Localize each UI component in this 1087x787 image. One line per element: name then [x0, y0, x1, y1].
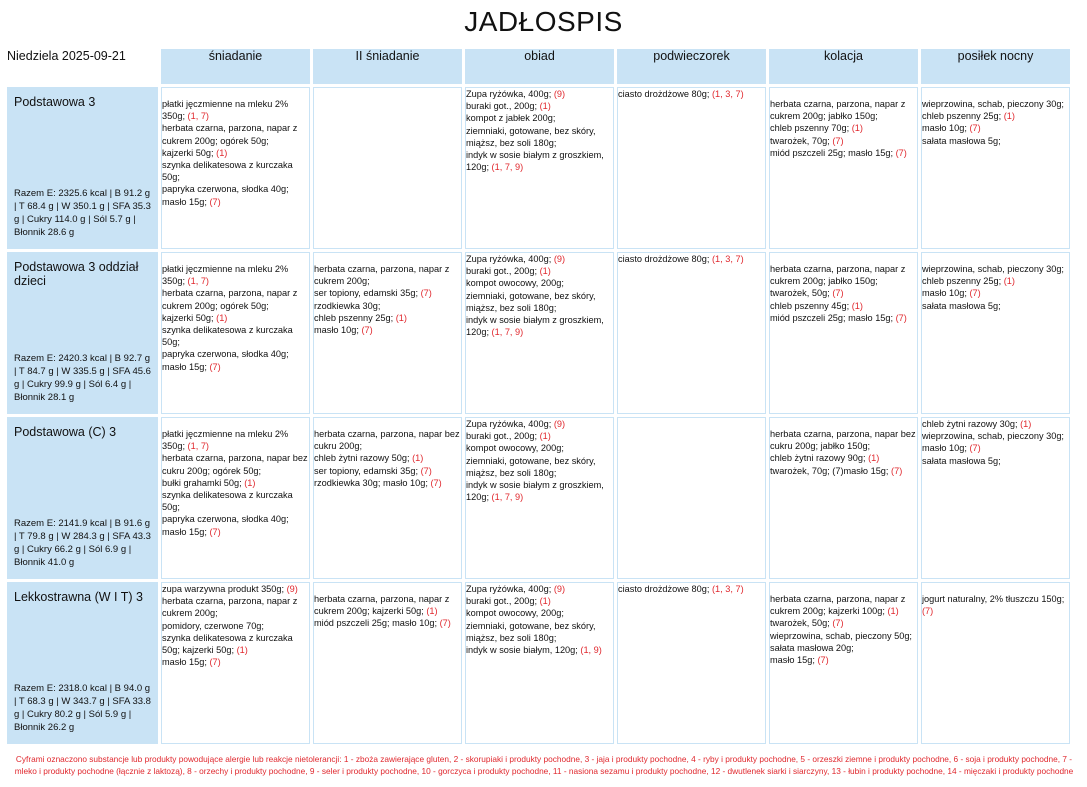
allergen-codes: (7)	[969, 443, 981, 454]
allergen-codes: (1)	[395, 312, 407, 323]
meal-item-text: sałata masłowa 5g;	[922, 135, 1001, 146]
meal-item-text: indyk w sosie białym z groszkiem, 120g;	[466, 315, 604, 338]
meal-item-text: wieprzowina, schab, pieczony 50g; sałata masłowa 20g;	[770, 630, 912, 653]
meal-cell	[617, 582, 766, 744]
meal-item-text: ser topiony, edamski 35g;	[314, 465, 421, 476]
meal-item-text: ziemniaki, gotowane, bez skóry, miąższ, bez soli 180g;	[466, 125, 596, 148]
allergen-codes: (1)	[244, 477, 256, 488]
meal-item	[922, 455, 1069, 467]
meal-cell	[617, 417, 766, 579]
meal-item-text: rzodkiewka 30g;	[314, 300, 381, 311]
meal-item-text: miód pszczeli 25g; masło 15g;	[770, 147, 896, 158]
meal-item	[466, 125, 613, 149]
allergen-codes: (7)	[420, 288, 432, 299]
meal-item	[618, 253, 765, 265]
meal-item	[466, 455, 613, 479]
meal-item	[466, 265, 613, 277]
meal-item	[922, 122, 1069, 134]
meal-item	[770, 593, 917, 617]
meal-item	[922, 418, 1069, 430]
allergen-codes: (1)	[1003, 111, 1015, 122]
meal-item	[466, 644, 613, 656]
meal-item-text: ciasto drożdżowe 80g;	[618, 89, 712, 99]
allergen-codes: (1)	[851, 300, 863, 311]
meal-item	[162, 324, 309, 348]
meal-item-text: masło 10g;	[314, 325, 362, 336]
meal-item	[162, 513, 309, 525]
meal-item	[162, 620, 309, 632]
meal-item	[162, 361, 309, 373]
meal-item	[466, 100, 613, 112]
meal-item	[466, 583, 613, 595]
meal-item-text: bułki grahamki 50g;	[162, 477, 245, 488]
meal-item-text: herbata czarna, parzona, napar z cukrem 200g; jabłko 150g;	[770, 264, 906, 287]
meal-item	[922, 287, 1069, 299]
diet-row	[7, 582, 1070, 744]
meal-item	[162, 159, 309, 183]
allergen-codes: (1, 3, 7)	[711, 89, 744, 99]
meal-item-text: pomidory, czerwone 70g;	[162, 620, 264, 631]
allergen-codes: (7)	[430, 477, 442, 488]
allergen-codes: (1, 7, 9)	[491, 327, 524, 338]
allergen-codes: (1)	[851, 123, 863, 134]
allergen-codes: (7)	[209, 657, 221, 668]
meal-item	[466, 112, 613, 124]
meal-item	[162, 526, 309, 538]
meal-cell	[161, 252, 310, 414]
meal-item	[314, 428, 461, 452]
meal-item-text: masło 15g;	[162, 657, 210, 668]
meal-item	[466, 314, 613, 338]
meal-item	[770, 654, 917, 666]
meal-item-text: sałata masłowa 5g;	[922, 455, 1001, 466]
meal-item-text: chleb żytni razowy 30g;	[922, 419, 1021, 429]
meal-cell	[769, 582, 918, 744]
meal-cell	[769, 87, 918, 249]
meal-item-text: wieprzowina, schab, pieczony 30g; chleb pszenny 25g;	[922, 99, 1064, 122]
meal-cell	[161, 87, 310, 249]
meal-item-text: ziemniaki, gotowane, bez skóry, miąższ, bez soli 180g;	[466, 455, 596, 478]
allergen-codes: (1, 9)	[580, 645, 602, 656]
allergen-codes: (1)	[539, 101, 551, 112]
meal-item-text: twarożek, 50g;	[770, 288, 833, 299]
meal-item	[922, 263, 1069, 287]
meal-header: II śniadanie	[313, 49, 462, 84]
meal-item	[922, 593, 1069, 617]
allergen-codes: (1)	[868, 453, 880, 464]
diet-nutrition-summary: Razem E: 2420.3 kcal | B 92.7 g | T 84.7 g | W 335.5 g | SFA 45.6 g | Cukry 99.9 g | Sól 6.4 g | Błonnik 28.1 g	[14, 353, 151, 403]
diet-rows	[7, 87, 1070, 744]
meal-item-text: herbata czarna, parzona, napar z cukrem 200g; jabłko 150g;	[770, 99, 906, 122]
meal-item	[314, 324, 461, 336]
meal-cell	[465, 87, 614, 249]
allergen-codes: (9)	[553, 584, 566, 594]
allergen-codes: (9)	[553, 89, 566, 99]
meal-item	[162, 583, 309, 595]
diet-name: Podstawowa 3 oddział dzieci	[14, 260, 139, 288]
meal-item-text: indyk w sosie białym z groszkiem, 120g;	[466, 480, 604, 503]
meal-item-text: ziemniaki, gotowane, bez skóry, miąższ, bez soli 180g;	[466, 290, 596, 313]
allergen-codes: (1, 3, 7)	[711, 254, 744, 264]
meal-cell	[465, 582, 614, 744]
allergen-footnote: Cyframi oznaczono substancje lub produkty powodujące alergie lub reakcje nietolerancji: 1 - zboża zawierające gluten, 2 - skorupiaki i produkty pochodne, 3 - jaja i produkty pochodne, 4 - ryby i produkty pochodne, 5 - orzeszki ziemne i produkty pochodne, 6 - soja i produkty pochodne, 7 - mleko i produkty pochodne (łącznie z laktozą), 8 - orzechy i produkty pochodne, 9 - seler i produkty pochodne, 10 - gorczyca i produkty pochodne, 11 - nasiona sezamu i produkty pochodne, 12 - dwutlenek siarki i siarczyny, 13 - łubin i produkty pochodne, 14 - mięczaki i produkty pochodne	[14, 754, 1074, 776]
meal-item	[770, 147, 917, 159]
meal-item	[770, 300, 917, 312]
meal-item-text: kajzerki 50g;	[162, 147, 217, 158]
meal-cell	[161, 417, 310, 579]
allergen-codes: (1, 7, 9)	[491, 492, 524, 503]
meal-item-text: twarożek, 70g;	[770, 135, 833, 146]
meal-item	[314, 287, 461, 299]
meal-item	[770, 617, 917, 629]
meal-item	[314, 477, 461, 489]
meal-item	[770, 465, 917, 477]
allergen-codes: (1)	[412, 453, 424, 464]
meal-item-text: szynka delikatesowa z kurczaka 50g;	[162, 160, 293, 183]
meal-item-text: Zupa ryżówka, 400g;	[466, 254, 554, 264]
meal-item	[162, 147, 309, 159]
allergen-codes: (7)	[832, 618, 844, 629]
allergen-codes: (9)	[553, 419, 566, 429]
meal-item	[314, 617, 461, 629]
meal-item-text: papryka czerwona, słodka 40g;	[162, 349, 289, 360]
diet-row	[7, 87, 1070, 249]
allergen-codes: (7)	[895, 312, 907, 323]
meal-cell	[313, 87, 462, 249]
meal-item	[314, 465, 461, 477]
allergen-codes: (1, 7)	[187, 276, 209, 287]
page-title: JADŁOSPIS	[464, 6, 623, 37]
meal-item	[466, 430, 613, 442]
diet-label-cell	[7, 417, 158, 579]
meal-item-text: masło 10g;	[922, 123, 970, 134]
allergen-codes: (1, 7)	[187, 441, 209, 452]
meal-item-text: ziemniaki, gotowane, bez skóry, miąższ, bez soli 180g;	[466, 620, 596, 643]
meal-item-text: Zupa ryżówka, 400g;	[466, 584, 554, 594]
date-label: Niedziela 2025-09-21	[7, 49, 158, 84]
meal-item-text: wieprzowina, schab, pieczony 30g; masło 10g;	[922, 431, 1064, 454]
meal-item-text: buraki got., 200g;	[466, 431, 540, 442]
meal-item-text: buraki got., 200g;	[466, 266, 540, 277]
allergen-codes: (1)	[539, 431, 551, 442]
meal-cell	[921, 87, 1070, 249]
meal-header: podwieczorek	[617, 49, 766, 84]
meal-item	[162, 632, 309, 656]
meal-item-text: masło 15g;	[162, 526, 210, 537]
diet-nutrition-summary: Razem E: 2325.6 kcal | B 91.2 g | T 68.4 g | W 350.1 g | SFA 35.3 g | Cukry 114.0 g | Sól 5.7 g | Błonnik 28.6 g	[14, 188, 151, 238]
meal-item-text: miód pszczeli 25g; masło 10g;	[314, 618, 440, 629]
meal-item-text: zupa warzywna produkt 350g;	[162, 584, 287, 594]
header-row	[7, 49, 1070, 84]
allergen-codes: (7)	[832, 288, 844, 299]
diet-name: Podstawowa 3	[14, 95, 96, 109]
meal-item	[466, 149, 613, 173]
meal-cell	[465, 252, 614, 414]
meal-item	[162, 656, 309, 668]
meal-item-text: masło 10g;	[922, 288, 970, 299]
allergen-codes: (7)	[969, 123, 981, 134]
meal-cell	[313, 417, 462, 579]
meal-item	[466, 595, 613, 607]
meal-item-text: buraki got., 200g;	[466, 101, 540, 112]
meal-item	[162, 452, 309, 476]
meal-item-text: kompot z jabłek 200g;	[466, 113, 556, 124]
meal-header: posiłek nocny	[921, 49, 1070, 84]
meal-item	[162, 348, 309, 360]
meal-item-text: herbata czarna, parzona, napar bez cukru 200g; jabłko 150g;	[770, 429, 916, 452]
meal-item-text: masło 15g;	[162, 361, 210, 372]
allergen-codes: (9)	[286, 584, 298, 594]
meal-item-text: herbata czarna, parzona, napar z cukrem 200g; kajzerki 50g;	[314, 594, 450, 617]
meal-item	[770, 263, 917, 287]
meal-item-text: papryka czerwona, słodka 40g;	[162, 184, 289, 195]
allergen-codes: (1)	[539, 266, 551, 277]
allergen-codes: (1)	[236, 645, 248, 656]
diet-name: Podstawowa (C) 3	[14, 425, 117, 439]
meal-item-text: papryka czerwona, słodka 40g;	[162, 514, 289, 525]
diet-label-cell	[7, 87, 158, 249]
meal-item-text: jogurt naturalny, 2% tłuszczu 150g;	[922, 594, 1065, 604]
meal-item-text: rzodkiewka 30g; masło 10g;	[314, 477, 431, 488]
meal-item	[314, 300, 461, 312]
meal-cell	[161, 582, 310, 744]
meal-item-text: chleb pszenny 25g;	[314, 312, 396, 323]
meal-item	[466, 277, 613, 289]
meal-item	[466, 620, 613, 644]
meal-item	[466, 418, 613, 430]
meal-item-text: kompot owocowy, 200g;	[466, 278, 564, 289]
meal-item-text: wieprzowina, schab, pieczony 30g; chleb pszenny 25g;	[922, 264, 1064, 287]
meal-item	[162, 477, 309, 489]
allergen-codes: (1)	[1020, 419, 1032, 429]
meal-item	[770, 312, 917, 324]
allergen-codes: (7)	[922, 606, 934, 617]
allergen-codes: (1)	[426, 606, 438, 617]
meal-item	[770, 287, 917, 299]
meal-cell	[921, 252, 1070, 414]
meal-item	[770, 122, 917, 134]
meal-item	[466, 253, 613, 265]
diet-nutrition-summary: Razem E: 2141.9 kcal | B 91.6 g | T 79.8 g | W 284.3 g | SFA 43.3 g | Cukry 66.2 g | Sól 6.9 g | Błonnik 41.0 g	[14, 518, 151, 568]
meal-item	[162, 263, 309, 287]
meal-item-text: kajzerki 50g;	[162, 312, 217, 323]
meal-item-text: buraki got., 200g;	[466, 596, 540, 607]
allergen-codes: (1)	[1003, 276, 1015, 287]
meal-item	[162, 595, 309, 619]
allergen-codes: (7)	[439, 618, 451, 629]
meal-item-text: indyk w sosie białym, 120g;	[466, 645, 581, 656]
meal-item	[162, 98, 309, 122]
meal-item-text: Zupa ryżówka, 400g;	[466, 419, 554, 429]
diet-row	[7, 417, 1070, 579]
meal-cell	[769, 252, 918, 414]
allergen-codes: (1)	[887, 606, 899, 617]
meal-item-text: ciasto drożdżowe 80g;	[618, 584, 712, 594]
meal-item	[770, 98, 917, 122]
diet-name: Lekkostrawna (W I T) 3	[14, 590, 143, 604]
meal-item-text: indyk w sosie białym z groszkiem, 120g;	[466, 150, 604, 173]
meal-item	[922, 135, 1069, 147]
meal-item-text: twarożek, 70g; (7)masło 15g;	[770, 465, 892, 476]
meal-item-text: ciasto drożdżowe 80g;	[618, 254, 712, 264]
meal-item	[314, 452, 461, 464]
allergen-codes: (1)	[216, 147, 228, 158]
meal-item-text: herbata czarna, parzona, napar z cukrem 200g; kajzerki 100g;	[770, 594, 906, 617]
meal-item-text: herbata czarna, parzona, napar z cukrem 200g;	[162, 596, 298, 619]
diet-label-cell	[7, 582, 158, 744]
meal-header: kolacja	[769, 49, 918, 84]
meal-item	[162, 428, 309, 452]
meal-item	[466, 442, 613, 454]
meal-item	[770, 428, 917, 452]
meal-cell	[769, 417, 918, 579]
meal-item	[922, 430, 1069, 454]
meal-item	[770, 135, 917, 147]
meal-item-text: masło 15g;	[770, 655, 818, 666]
allergen-codes: (7)	[361, 325, 373, 336]
meal-item	[162, 287, 309, 311]
meal-item-text: miód pszczeli 25g; masło 15g;	[770, 312, 896, 323]
meal-item-text: twarożek, 50g;	[770, 618, 833, 629]
allergen-codes: (7)	[817, 655, 829, 666]
allergen-codes: (1, 7)	[187, 111, 209, 122]
meal-header: śniadanie	[161, 49, 310, 84]
menu-table	[4, 46, 1073, 747]
meal-item-text: płatki jęczmienne na mleku 2% 350g;	[162, 99, 289, 122]
meal-item-text: chleb pszenny 70g;	[770, 123, 852, 134]
meal-item-text: kompot owocowy, 200g;	[466, 443, 564, 454]
diet-label-cell	[7, 252, 158, 414]
meal-item-text: herbata czarna, parzona, napar z cukrem 200g;	[314, 264, 450, 287]
allergen-codes: (7)	[832, 135, 844, 146]
allergen-codes: (9)	[553, 254, 566, 264]
diet-nutrition-summary: Razem E: 2318.0 kcal | B 94.0 g | T 68.3 g | W 343.7 g | SFA 33.8 g | Cukry 80.2 g | Sól 5.9 g | Błonnik 26.2 g	[14, 683, 151, 733]
meal-item	[314, 593, 461, 617]
meal-item	[466, 290, 613, 314]
meal-item-text: płatki jęczmienne na mleku 2% 350g;	[162, 264, 289, 287]
meal-cell	[617, 87, 766, 249]
allergen-codes: (7)	[209, 526, 221, 537]
meal-item-text: herbata czarna, parzona, napar z cukrem 200g; ogórek 50g;	[162, 123, 298, 146]
meal-cell	[465, 417, 614, 579]
meal-item-text: szynka delikatesowa z kurczaka 50g;	[162, 325, 293, 348]
diet-row	[7, 252, 1070, 414]
meal-item-text: sałata masłowa 5g;	[922, 300, 1001, 311]
meal-item-text: szynka delikatesowa z kurczaka 50g;	[162, 490, 293, 513]
allergen-codes: (7)	[969, 288, 981, 299]
meal-item	[314, 312, 461, 324]
meal-item	[618, 583, 765, 595]
allergen-codes: (7)	[209, 361, 221, 372]
allergen-codes: (7)	[209, 196, 221, 207]
meal-item-text: chleb żytni razowy 50g;	[314, 453, 413, 464]
meal-item-text: masło 15g;	[162, 196, 210, 207]
meal-item-text: herbata czarna, parzona, napar bez cukru 200g; ogórek 50g;	[162, 453, 308, 476]
meal-cell	[313, 252, 462, 414]
meal-item	[466, 88, 613, 100]
meal-item	[770, 630, 917, 654]
meal-item	[162, 489, 309, 513]
meal-item-text: płatki jęczmienne na mleku 2% 350g;	[162, 429, 289, 452]
meal-cell	[921, 582, 1070, 744]
meal-item	[162, 183, 309, 195]
meal-item	[618, 88, 765, 100]
allergen-codes: (1)	[216, 312, 228, 323]
allergen-codes: (7)	[891, 465, 903, 476]
meal-item-text: Zupa ryżówka, 400g;	[466, 89, 554, 99]
allergen-codes: (7)	[895, 147, 907, 158]
meal-item-text: chleb pszenny 45g;	[770, 300, 852, 311]
allergen-codes: (1, 7, 9)	[491, 162, 524, 173]
meal-item-text: herbata czarna, parzona, napar bez cukru 200g;	[314, 429, 460, 452]
meal-item	[922, 98, 1069, 122]
meal-item	[466, 479, 613, 503]
meal-item	[314, 263, 461, 287]
meal-item	[162, 122, 309, 146]
meal-item-text: ser topiony, edamski 35g;	[314, 288, 421, 299]
meal-cell	[617, 252, 766, 414]
meal-item-text: kompot owocowy, 200g;	[466, 608, 564, 619]
meal-item	[466, 607, 613, 619]
meal-item	[162, 196, 309, 208]
meal-item-text: herbata czarna, parzona, napar z cukrem 200g; ogórek 50g;	[162, 288, 298, 311]
allergen-codes: (1)	[539, 596, 551, 607]
meal-item	[162, 312, 309, 324]
meal-item	[770, 452, 917, 464]
meal-cell	[921, 417, 1070, 579]
allergen-codes: (7)	[420, 465, 432, 476]
meal-item-text: chleb żytni razowy 90g;	[770, 453, 869, 464]
allergen-codes: (1, 3, 7)	[711, 584, 744, 594]
meal-item-text: szynka delikatesowa z kurczaka 50g; kajzerki 50g;	[162, 632, 293, 656]
meal-item	[922, 300, 1069, 312]
meal-header: obiad	[465, 49, 614, 84]
meal-cell	[313, 582, 462, 744]
